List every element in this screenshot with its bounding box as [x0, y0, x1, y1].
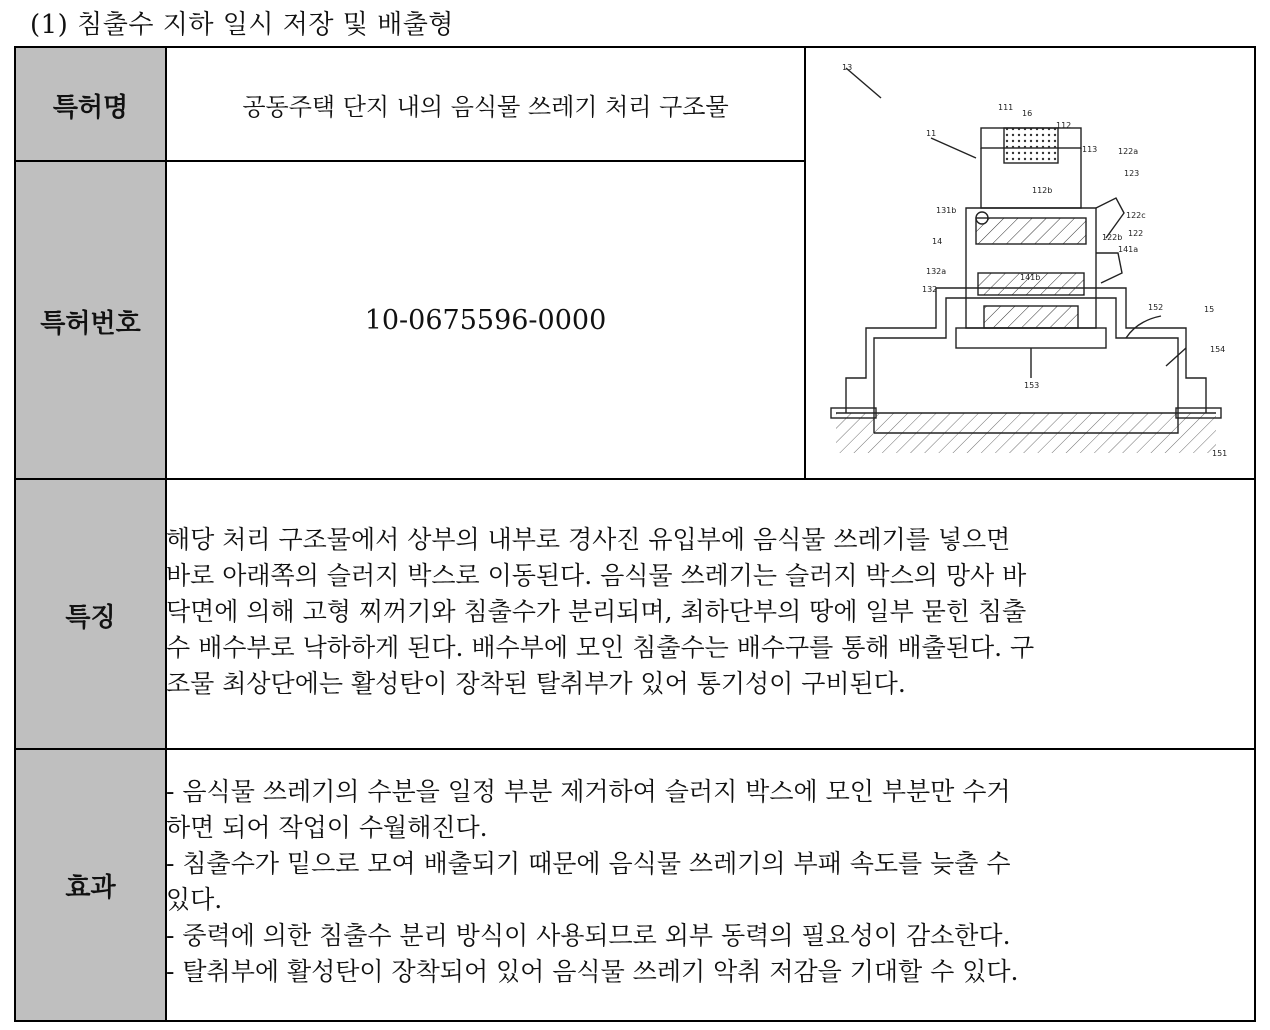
patent-name-text: 공동주택 단지 내의 음식물 쓰레기 처리 구조물 [242, 92, 729, 121]
divider [16, 478, 1254, 480]
section-title: (1) 침출수 지하 일시 저장 및 배출형 [30, 10, 454, 40]
features-line: 조물 최상단에는 활성탄이 장착된 탈취부가 있어 통기성이 구비된다. [166, 669, 906, 698]
divider [16, 748, 1254, 750]
fig-label: 15 [1204, 305, 1215, 314]
fig-label: 112b [1032, 186, 1053, 195]
fig-label: 112 [1056, 121, 1072, 130]
effects-line: - 음식물 쓰레기의 수분을 일정 부분 제거하여 슬러지 박스에 모인 부분만 수거 [166, 777, 1011, 806]
fig-label: 141a [1118, 245, 1139, 254]
fig-label: 131b [936, 206, 957, 215]
features-line: 바로 아래쪽의 슬러지 박스로 이동된다. 음식물 쓰레기는 슬러지 박스의 망사 바 [166, 561, 1027, 590]
patent-number-text: 10-0675596-0000 [364, 304, 607, 336]
effects-line: - 탈취부에 활성탄이 장착되어 있어 음식물 쓰레기 악취 저감을 기대할 수 있다. [166, 957, 1019, 986]
fig-label: 113 [1082, 145, 1098, 154]
fig-label: 122c [1126, 211, 1146, 220]
header-label: 특허명 [52, 92, 129, 123]
fig-label: 151 [1212, 449, 1228, 458]
fig-label: 16 [1022, 109, 1033, 118]
patent-drawing-svg [806, 48, 1254, 478]
features-line: 해당 처리 구조물에서 상부의 내부로 경사진 유입부에 음식물 쓰레기를 넣으면 [166, 525, 1011, 554]
patent-number-value [167, 162, 804, 478]
divider [16, 160, 167, 162]
patent-drawing [806, 48, 1254, 478]
effects-line: - 중력에 의한 침출수 분리 방식이 사용되므로 외부 동력의 필요성이 감소한다. [166, 921, 1011, 950]
fig-label: 11 [926, 129, 937, 138]
header-patent-name [16, 48, 167, 162]
header-label: 특징 [65, 602, 116, 633]
effects-line: - 침출수가 밑으로 모여 배출되기 때문에 음식물 쓰레기의 부패 속도를 늦출 수 [166, 849, 1011, 878]
fig-label: 111 [998, 103, 1014, 112]
fig-label: 122a [1118, 147, 1139, 156]
features-line: 수 배수부로 낙하하게 된다. 배수부에 모인 침출수는 배수구를 통해 배출된다. 구 [166, 633, 1035, 662]
effects-line: 하면 되어 작업이 수월해진다. [166, 813, 488, 842]
header-patent-number [16, 162, 167, 480]
effects-line: 있다. [166, 885, 223, 914]
fig-label: 153 [1024, 381, 1040, 390]
fig-label: 132a [926, 267, 947, 276]
fig-label: 154 [1210, 345, 1226, 354]
features-text [166, 522, 1246, 702]
header-features [16, 480, 167, 750]
effects-text [166, 774, 1246, 990]
fig-label: 13 [842, 63, 853, 72]
header-effects [16, 750, 167, 1020]
header-label: 효과 [65, 872, 116, 903]
fig-label: 132 [922, 285, 938, 294]
fig-label: 14 [932, 237, 943, 246]
patent-name-value [167, 48, 804, 160]
fig-label: 122 [1128, 229, 1144, 238]
header-label: 특허번호 [40, 308, 141, 339]
fig-label: 122b [1102, 233, 1123, 242]
fig-label: 152 [1148, 303, 1164, 312]
fig-label: 141b [1020, 273, 1041, 282]
features-line: 닥면에 의해 고형 찌꺼기와 침출수가 분리되며, 최하단부의 땅에 일부 묻힌 침출 [166, 597, 1027, 626]
fig-label: 123 [1124, 169, 1140, 178]
